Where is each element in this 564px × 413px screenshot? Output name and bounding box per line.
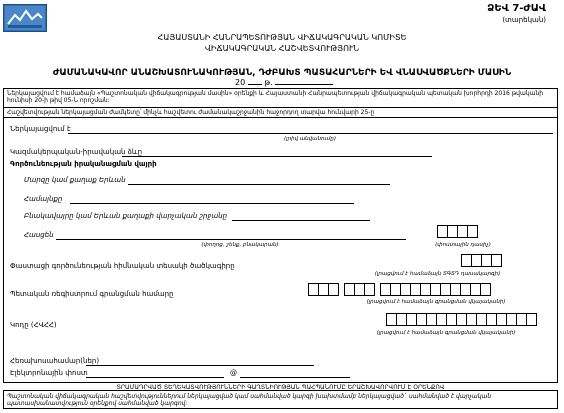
date-field[interactable] (275, 84, 333, 85)
activity-digit[interactable] (491, 254, 502, 267)
agency-subtitle: ՎԻՃԱԿԱԳՐԱԿԱՆ ՀԱՇՎԵՏՎՈՒԹՅՈՒՆ (204, 44, 360, 53)
recipient-input[interactable] (68, 133, 553, 134)
activity-label: Փաստացի գործունեության հիմնական տեսակի ծածկագիրը (10, 262, 235, 270)
tax-code-label: Կոդը (ՀՎՀՀ) (10, 321, 57, 329)
postal-digit[interactable] (467, 225, 478, 238)
tax-code-boxes[interactable] (386, 313, 536, 326)
settlement-label: Բնակավայրը կամ Երևան քաղաքի վարչական շրջանը (24, 212, 228, 220)
state-reg-digit[interactable] (328, 283, 339, 296)
divider (3, 107, 558, 108)
agency-name: ՀԱՅԱՍՏԱՆԻ ՀԱՆՐԱՊԵՏՈՒԹՅԱՆ ՎԻՃԱԿԱԳՐԱԿԱՆ ԿՈՄԻՏԵ (157, 33, 407, 42)
address-caption: (փողոց, շենք, բնակարան) (201, 242, 279, 248)
tax-digit[interactable] (526, 313, 537, 326)
region-input[interactable] (128, 184, 390, 185)
liability-note: Պաշտոնական վիճակագրական հաշվետվություններում ներկայացված կամ սահմանված կարգի խախտմամբ ներկայացված` սահմանված է վարչական պատասխանատվություն օրենքով սահմանված կարգով: (7, 393, 492, 407)
email-label: Էլեկտրոնային փոստ (10, 369, 88, 377)
statistics-logo (3, 4, 47, 32)
recipient-label: Ներկայացվում է (10, 125, 71, 133)
deadline-note: Հաշվետվության ներկայացման ժամկետը՝ մինչև հաշվետու ժամանակաշրջանին հաջորդող տարվա հունվարի 25-ը (7, 109, 375, 116)
org-form-input[interactable] (122, 156, 432, 157)
state-reg-boxes[interactable] (308, 283, 490, 296)
postal-caption: (փոստային դասիչ) (435, 242, 491, 248)
chart-logo-icon (4, 5, 46, 31)
recipient-caption: (լրիվ անվանումը) (283, 136, 336, 142)
region-label: Մարզը կամ քաղաք Երևան (24, 176, 126, 184)
postal-code-boxes[interactable] (437, 225, 477, 238)
address-label: Հասցեն (24, 231, 54, 239)
state-reg-digit[interactable] (480, 283, 491, 296)
date-prefix: 20 (235, 78, 246, 87)
form-code: ՁԵՎ 7-ԺԱՎ (487, 3, 546, 14)
phone-input[interactable] (86, 365, 314, 366)
tax-code-caption: (լրացվում է համաձայն գրանցման վկայականի) (376, 330, 516, 336)
community-input[interactable] (70, 203, 354, 204)
document-title: ԺԱՄԱՆԱԿԱՎՈՐ ԱՆԱՇԽԱՏՈՒՆԱԿՈՒԹՅԱՆ, ԴԺԲԱԽՏ ՊԱՏԱՀԱՐՆԵՐԻ ԵՎ ՎՆԱՍՎԱԾՔՆԵՐԻ ՄԱՍԻՆ (52, 68, 512, 78)
state-reg-label: Պետական ռեգիստրում գրանցման համարը (10, 290, 174, 298)
org-form-label: Կազմակերպական-իրավական ձևը (10, 148, 143, 156)
email-at-sign: @ (230, 369, 237, 377)
phone-label: Հեռախոսահամար(ներ) (10, 357, 100, 365)
email-domain-input[interactable] (240, 377, 350, 378)
location-heading: Գործունեության իրականացման վայրի (10, 160, 157, 168)
state-reg-caption: (լրացվում է համաձայն գրանցման վկայականի) (366, 299, 506, 305)
address-input[interactable] (56, 239, 406, 240)
approval-note: Ներկայացվում է համաձայն «Պաշտոնական վիճակագրության մասին» օրենքի և Հայաստանի Հանրապետության վիճակագրական պետական խորհրդի 2016 թվականի հունիսի 20-ի թիվ 05-Ն որոշման: (7, 90, 544, 104)
confidentiality-banner: ՏՐԱՄԱԴՐՎԱԾ ՏԵՂԵԿԱՏՎՈՒԹՅՈՒՆՆԵՐԻ ԳԱՂՏՆԻՈՒԹՅԱՆ ՊԱՀՊԱՆՈՒՄԸ ԵՐԱՇԽԱՎՈՐՎՈՒՄ Է ՕՐԵՆՔՈՎ (3, 382, 558, 391)
form-type: (տարեկան) (502, 16, 546, 24)
report-date (235, 78, 333, 87)
date-suffix: թ. (264, 78, 273, 87)
state-reg-digit[interactable] (364, 283, 375, 296)
activity-caption: (լրացվում է համաձայն ՏԳՏԴ դասակարգի) (374, 271, 501, 277)
divider (3, 117, 558, 118)
activity-code-boxes[interactable] (461, 254, 501, 267)
settlement-input[interactable] (232, 220, 370, 221)
email-user-input[interactable] (86, 377, 224, 378)
date-year-field[interactable] (248, 84, 262, 85)
community-label: Համայնքը (24, 195, 63, 203)
